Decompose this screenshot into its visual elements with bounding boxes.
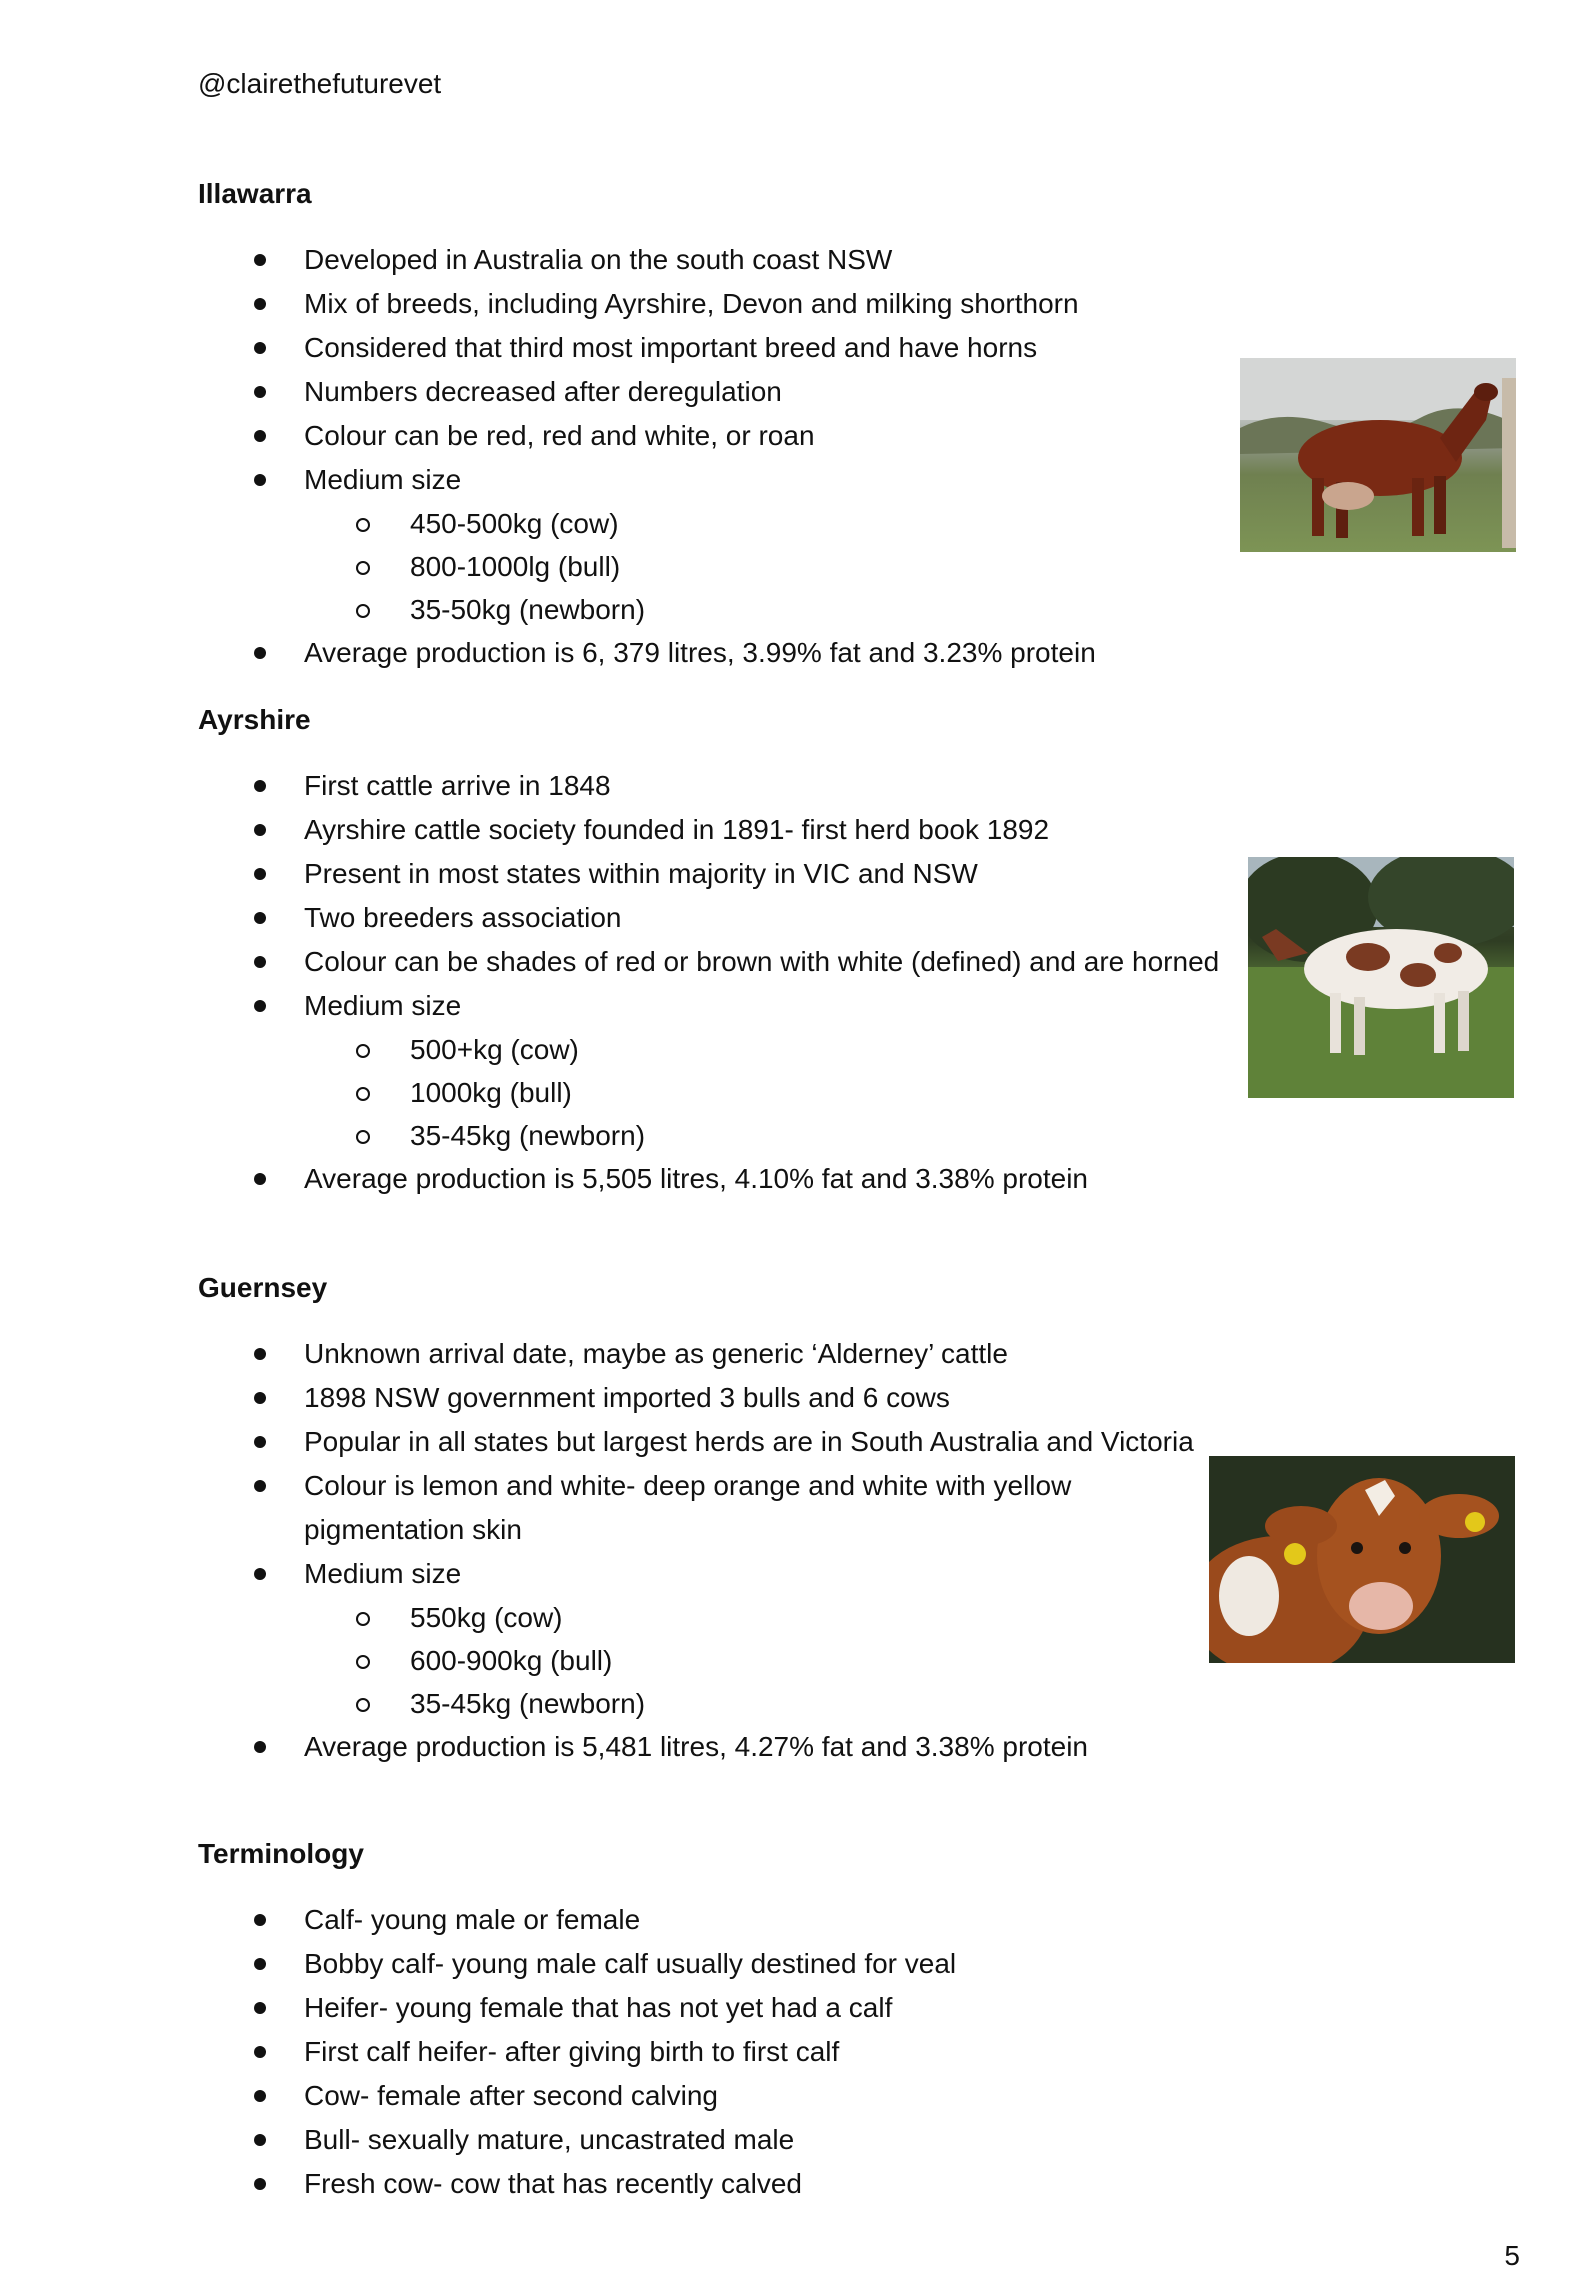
- bullet-item: Unknown arrival date, maybe as generic ‘Alderney’ cattle: [198, 1332, 1198, 1376]
- ayrshire-cow-photo: [1248, 857, 1514, 1098]
- section-heading: Guernsey: [198, 1272, 328, 1303]
- guernsey-calf-photo: [1209, 1456, 1515, 1663]
- sub-item: 35-50kg (newborn): [198, 588, 1198, 631]
- bullet-item: Present in most states within majority in VIC and NSW: [198, 852, 1198, 896]
- bullet-item: Developed in Australia on the south coast NSW: [198, 238, 1198, 282]
- sub-list: [198, 502, 1198, 631]
- bullet-item: First cattle arrive in 1848: [198, 764, 1198, 808]
- sub-item: 500+kg (cow): [198, 1028, 1198, 1071]
- sub-item: 550kg (cow): [198, 1596, 1198, 1639]
- bullet-item: Considered that third most important breed and have horns: [198, 326, 1198, 370]
- bullet-list: [198, 1898, 1198, 2206]
- sub-list: [198, 1028, 1198, 1157]
- sub-item: 450-500kg (cow): [198, 502, 1198, 545]
- bullet-item: Cow- female after second calving: [198, 2074, 1198, 2118]
- sub-item: 35-45kg (newborn): [198, 1114, 1198, 1157]
- bullet-item: 1898 NSW government imported 3 bulls and 6 cows: [198, 1376, 1198, 1420]
- bullet-item: Ayrshire cattle society founded in 1891- first herd book 1892: [198, 808, 1198, 852]
- bullet-item: Average production is 5,505 litres, 4.10% fat and 3.38% protein: [198, 1157, 1198, 1201]
- section-heading: Illawarra: [198, 178, 312, 209]
- section-terminology: [198, 1832, 1198, 2206]
- bullet-list: [198, 1332, 1198, 1769]
- sub-list: [198, 1596, 1198, 1725]
- bullet-item: Popular in all states but largest herds are in South Australia and Victoria: [198, 1420, 1198, 1464]
- illawarra-cow-photo: [1240, 358, 1516, 552]
- bullet-item: Colour is lemon and white- deep orange and white with yellow pigmentation skin: [198, 1464, 1198, 1552]
- bullet-item: Mix of breeds, including Ayrshire, Devon and milking shorthorn: [198, 282, 1198, 326]
- bullet-item: Medium size: [198, 458, 1198, 502]
- sub-item: 800-1000lg (bull): [198, 545, 1198, 588]
- section-illawarra: [198, 172, 1198, 675]
- sub-item: 600-900kg (bull): [198, 1639, 1198, 1682]
- bullet-list: [198, 238, 1198, 675]
- author-handle: @clairethefuturevet: [198, 68, 442, 99]
- bullet-item: Fresh cow- cow that has recently calved: [198, 2162, 1198, 2206]
- sub-item: 35-45kg (newborn): [198, 1682, 1198, 1725]
- page-number: 5: [1504, 2240, 1520, 2271]
- bullet-item: Medium size: [198, 1552, 1198, 1596]
- bullet-item: Colour can be shades of red or brown with white (defined) and are horned: [198, 940, 1384, 984]
- bullet-item: Two breeders association: [198, 896, 1198, 940]
- bullet-item: Calf- young male or female: [198, 1898, 1198, 1942]
- bullet-item: Bobby calf- young male calf usually destined for veal: [198, 1942, 1198, 1986]
- bullet-item: Average production is 5,481 litres, 4.27% fat and 3.38% protein: [198, 1725, 1198, 1769]
- bullet-item: Medium size: [198, 984, 1198, 1028]
- sub-item: 1000kg (bull): [198, 1071, 1198, 1114]
- bullet-item: Bull- sexually mature, uncastrated male: [198, 2118, 1198, 2162]
- section-heading: Ayrshire: [198, 704, 311, 735]
- bullet-list: [198, 764, 1220, 1201]
- bullet-item: Colour can be red, red and white, or roan: [198, 414, 1198, 458]
- bullet-item: Numbers decreased after deregulation: [198, 370, 1198, 414]
- section-heading: Terminology: [198, 1838, 364, 1869]
- section-guernsey: [198, 1266, 1198, 1769]
- section-ayrshire: [198, 698, 1220, 1201]
- bullet-item: Heifer- young female that has not yet had a calf: [198, 1986, 1198, 2030]
- bullet-item: First calf heifer- after giving birth to first calf: [198, 2030, 1198, 2074]
- bullet-item: Average production is 6, 379 litres, 3.99% fat and 3.23% protein: [198, 631, 1198, 675]
